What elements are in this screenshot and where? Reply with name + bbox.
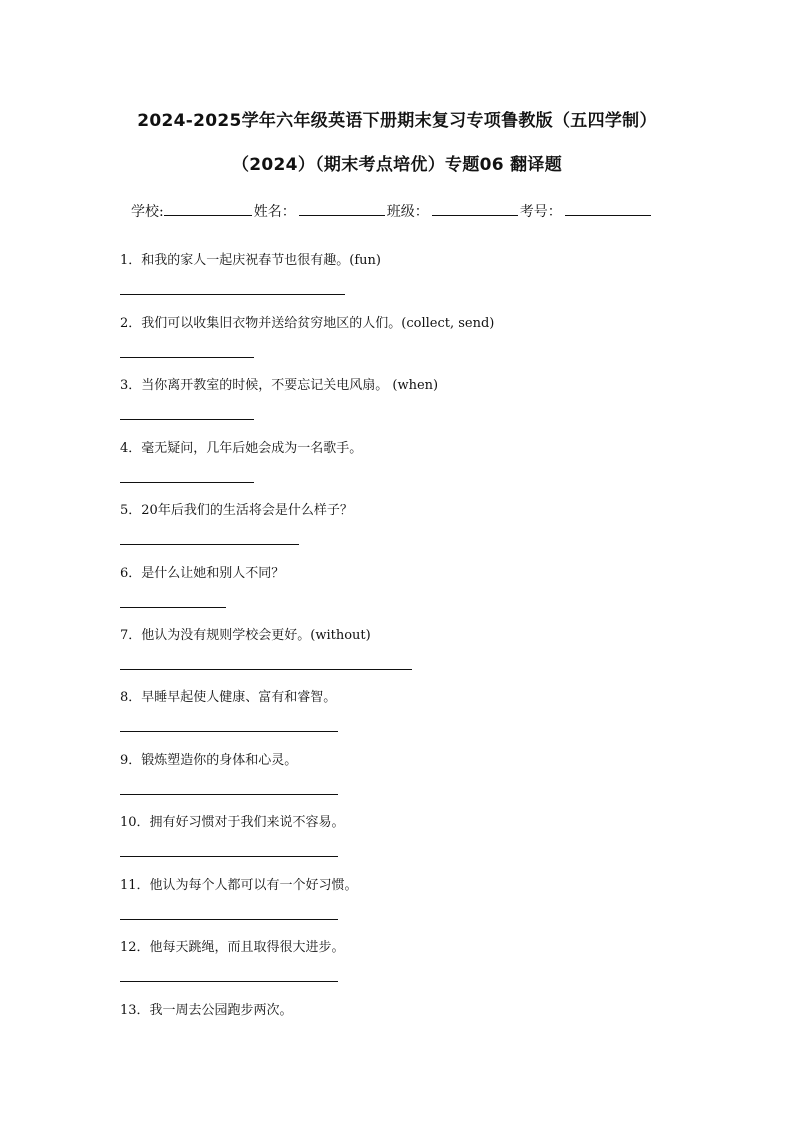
school-label: 学校:: [131, 204, 164, 220]
question-number: 6．: [120, 566, 142, 581]
question-3: [120, 374, 438, 393]
page-title-line-1: 2024-2025学年六年级英语下册期末复习专项鲁教版（五四学制）: [137, 111, 657, 131]
question-10: [120, 811, 345, 830]
answer-line-7[interactable]: [120, 669, 412, 670]
class-label: 班级：: [386, 204, 429, 220]
name-blank[interactable]: [299, 201, 385, 216]
question-text: 和我的家人一起庆祝春节也很有趣。(fun): [141, 253, 381, 268]
question-11: [120, 874, 358, 893]
answer-line-1[interactable]: [120, 294, 345, 295]
question-1: [120, 249, 381, 268]
answer-line-4[interactable]: [120, 482, 254, 483]
question-text: 锻炼塑造你的身体和心灵。: [141, 753, 298, 768]
question-2: [120, 312, 494, 331]
question-text: 我一周去公园跑步两次。: [149, 1003, 293, 1018]
answer-line-2[interactable]: [120, 357, 254, 358]
question-text: 当你离开教室的时候，不要忘记关电风扇。 (when): [141, 378, 439, 393]
school-blank[interactable]: [164, 201, 252, 216]
question-12: [120, 936, 345, 955]
question-number: 3．: [120, 378, 142, 393]
question-number: 7．: [120, 628, 142, 643]
question-number: 12．: [120, 940, 150, 955]
question-9: [120, 749, 297, 768]
question-number: 13．: [120, 1003, 150, 1018]
question-number: 4．: [120, 441, 142, 456]
question-6: [120, 562, 284, 581]
class-blank[interactable]: [432, 201, 518, 216]
question-text: 早睡早起使人健康、富有和睿智。: [141, 690, 337, 705]
question-number: 2．: [120, 316, 142, 331]
question-13: [120, 999, 293, 1018]
question-4: [120, 437, 362, 456]
question-text: 毫无疑问，几年后她会成为一名歌手。: [141, 441, 363, 456]
question-number: 10．: [120, 815, 150, 830]
question-text: 拥有好习惯对于我们来说不容易。: [149, 815, 345, 830]
question-text: 是什么让她和别人不同？: [141, 566, 285, 581]
answer-line-9[interactable]: [120, 794, 338, 795]
answer-line-6[interactable]: [120, 607, 226, 608]
page-title-line-2: （2024）（期末考点培优）专题06 翻译题: [232, 155, 562, 175]
exam-number-blank[interactable]: [565, 201, 651, 216]
question-text: 他每天跳绳，而且取得很大进步。: [149, 940, 345, 955]
question-8: [120, 686, 336, 705]
answer-line-10[interactable]: [120, 856, 338, 857]
question-7: [120, 624, 371, 643]
answer-line-3[interactable]: [120, 419, 254, 420]
name-label: 姓名：: [253, 204, 296, 220]
answer-line-11[interactable]: [120, 919, 338, 920]
question-number: 8．: [120, 690, 142, 705]
question-text: 20年后我们的生活将会是什么样子？: [141, 503, 353, 518]
question-number: 9．: [120, 753, 142, 768]
answer-line-5[interactable]: [120, 544, 299, 545]
student-info-row: [131, 201, 651, 221]
question-number: 5．: [120, 503, 142, 518]
answer-line-8[interactable]: [120, 731, 338, 732]
answer-line-12[interactable]: [120, 981, 338, 982]
question-text: 我们可以收集旧衣物并送给贫穷地区的人们。(collect, send): [141, 316, 495, 331]
exam-number-label: 考号：: [519, 204, 562, 220]
question-number: 11．: [120, 878, 150, 893]
question-text: 他认为没有规则学校会更好。(without): [141, 628, 371, 643]
question-number: 1．: [120, 253, 142, 268]
question-5: [120, 499, 353, 518]
question-text: 他认为每个人都可以有一个好习惯。: [149, 878, 358, 893]
